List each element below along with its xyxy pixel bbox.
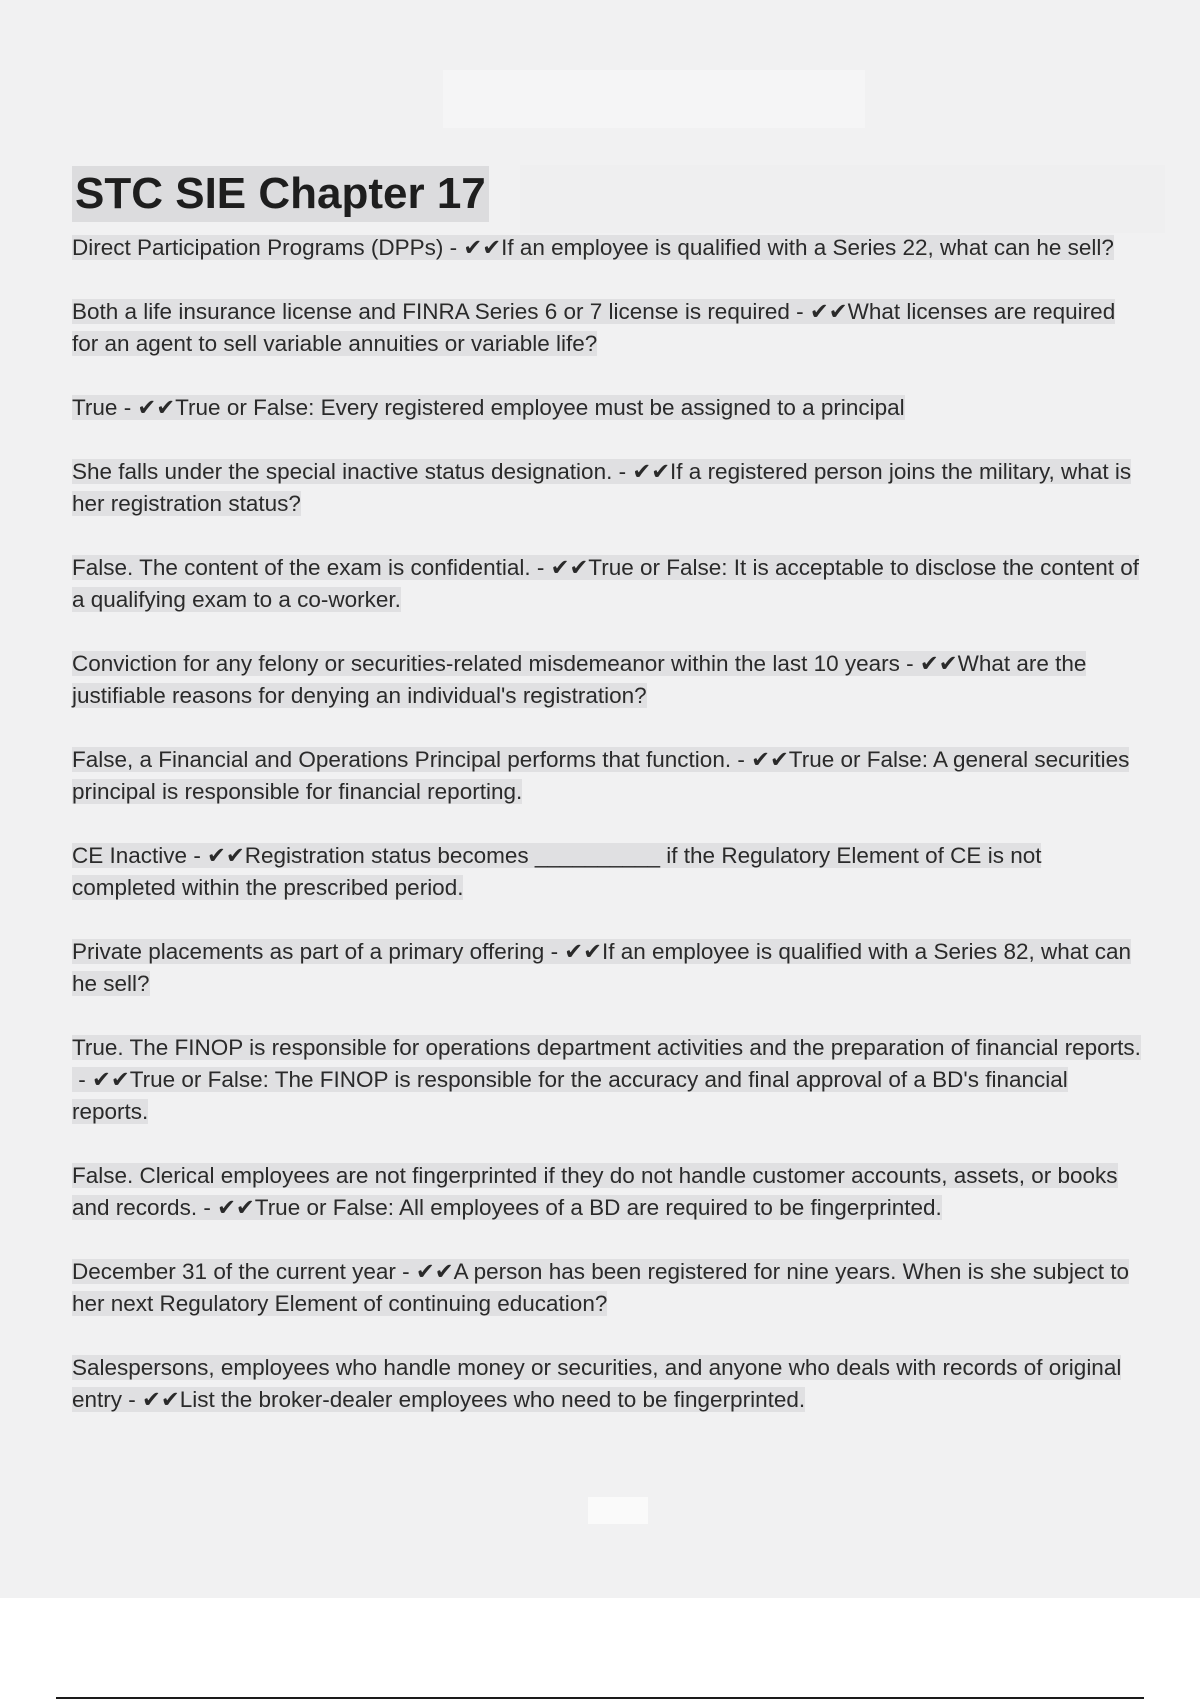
question-text: True or False: All employees of a BD are required to be fingerprinted. xyxy=(254,1195,942,1220)
answer-text: False, a Financial and Operations Principal performs that function. xyxy=(72,747,732,772)
qa-item xyxy=(72,296,1147,360)
qa-item xyxy=(72,552,1147,616)
separator-check-icon: - ✔✔ xyxy=(187,843,245,868)
question-text: True or False: A general securities principal is responsible for financial reporting. xyxy=(72,747,1130,804)
redacted-page-number xyxy=(588,1497,648,1524)
page-title: STC SIE Chapter 17 xyxy=(72,166,489,222)
answer-text: Salespersons, employees who handle money or securities, and anyone who deals with records of original entry xyxy=(72,1355,1122,1412)
answer-text: CE Inactive xyxy=(72,843,188,868)
answer-text: December 31 of the current year xyxy=(72,1259,396,1284)
separator-check-icon: - ✔✔ xyxy=(72,1067,130,1092)
flashcard-list xyxy=(72,232,1147,1448)
answer-text: Both a life insurance license and FINRA Series 6 or 7 license is required xyxy=(72,299,790,324)
answer-text: True xyxy=(72,395,118,420)
qa-item xyxy=(72,456,1147,520)
redacted-title-area xyxy=(520,165,1165,233)
separator-check-icon: - ✔✔ xyxy=(530,555,589,580)
answer-text: Private placements as part of a primary offering xyxy=(72,939,545,964)
qa-item xyxy=(72,1352,1147,1416)
separator-check-icon: - ✔✔ xyxy=(197,1195,255,1220)
answer-text: False. The content of the exam is confidential. xyxy=(72,555,531,580)
answer-text: She falls under the special inactive status designation. xyxy=(72,459,613,484)
qa-item xyxy=(72,392,1147,424)
question-text: List the broker-dealer employees who need to be fingerprinted. xyxy=(179,1387,806,1412)
question-text: A person has been registered for nine years. When is she subject to her next Regulatory Element of continuing education? xyxy=(72,1259,1130,1316)
qa-item xyxy=(72,1256,1147,1320)
answer-text: False. Clerical employees are not fingerprinted if they do not handle customer accounts, assets, or books and records. xyxy=(72,1163,1118,1220)
separator-check-icon: - ✔✔ xyxy=(122,1387,180,1412)
separator-check-icon: - ✔✔ xyxy=(395,1259,454,1284)
separator-check-icon: - ✔✔ xyxy=(789,299,848,324)
question-text: Registration status becomes __________ if the Regulatory Element of CE is not completed within the prescribed period. xyxy=(72,843,1042,900)
separator-check-icon: - ✔✔ xyxy=(731,747,789,772)
separator-check-icon: - ✔✔ xyxy=(899,651,958,676)
question-text: True or False: It is acceptable to disclose the content of a qualifying exam to a co-worker. xyxy=(72,555,1139,612)
footer-divider xyxy=(56,1697,1144,1699)
separator-check-icon: - ✔✔ xyxy=(117,395,176,420)
question-text: If an employee is qualified with a Series 22, what can he sell? xyxy=(501,235,1114,260)
answer-text: True. The FINOP is responsible for operations department activities and the preparation of financial reports. xyxy=(72,1035,1141,1060)
question-text: What licenses are required for an agent to sell variable annuities or variable life? xyxy=(72,299,1116,356)
separator-check-icon: - ✔✔ xyxy=(612,459,671,484)
question-text: True or False: Every registered employee must be assigned to a principal xyxy=(175,395,905,420)
qa-item xyxy=(72,1032,1147,1128)
question-text: If an employee is qualified with a Series 82, what can he sell? xyxy=(72,939,1132,996)
answer-text: Conviction for any felony or securities-related misdemeanor within the last 10 years xyxy=(72,651,900,676)
redacted-header-area xyxy=(443,70,865,128)
question-text: True or False: The FINOP is responsible for the accuracy and final approval of a BD's financial reports. xyxy=(72,1067,1068,1124)
answer-text: Direct Participation Programs (DPPs) xyxy=(72,235,444,260)
qa-item xyxy=(72,1160,1147,1224)
qa-item xyxy=(72,936,1147,1000)
question-text: What are the justifiable reasons for denying an individual's registration? xyxy=(72,651,1087,708)
qa-item xyxy=(72,648,1147,712)
separator-check-icon: - ✔✔ xyxy=(443,235,502,260)
separator-check-icon: - ✔✔ xyxy=(544,939,603,964)
qa-item xyxy=(72,744,1147,808)
qa-item xyxy=(72,232,1147,264)
qa-item xyxy=(72,840,1147,904)
question-text: If a registered person joins the military, what is her registration status? xyxy=(72,459,1132,516)
